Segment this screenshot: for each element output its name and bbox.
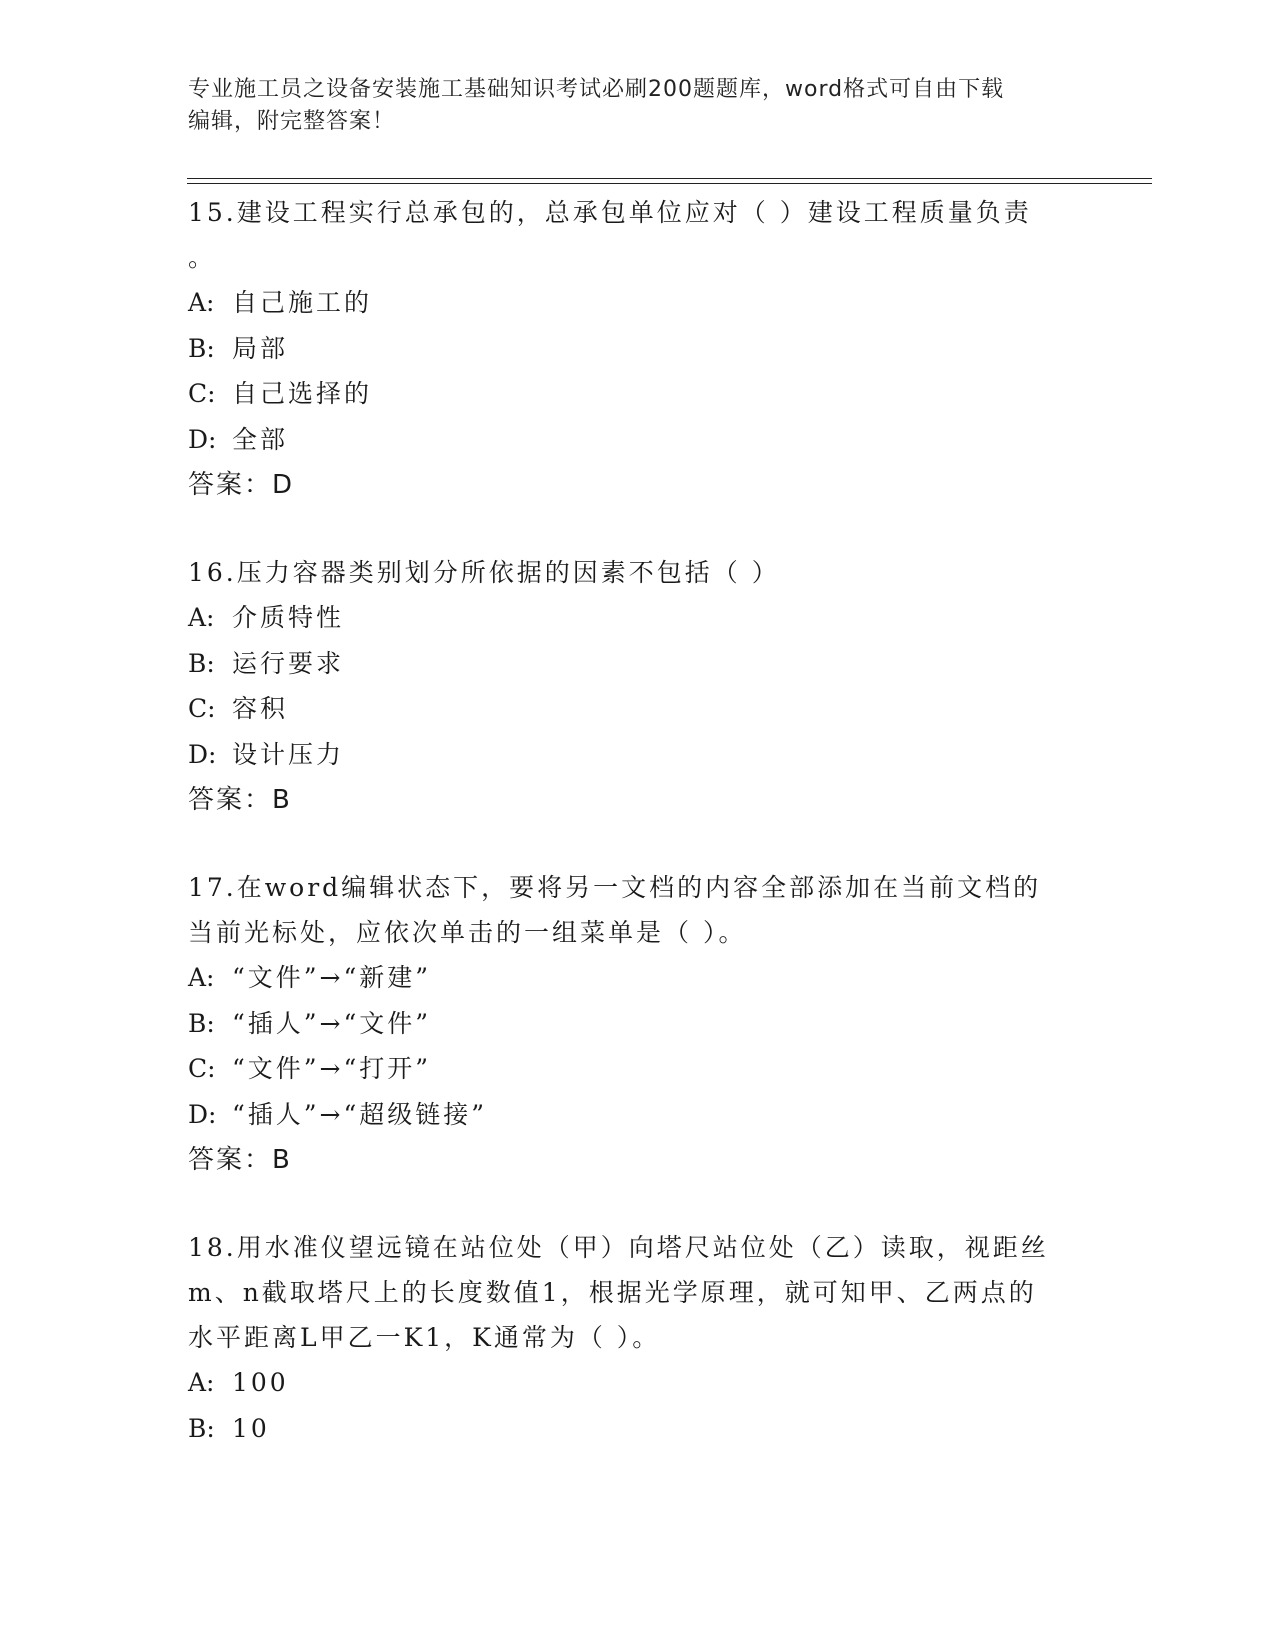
option-text: 10 [232, 1413, 270, 1443]
answer-line: 答案：D [188, 470, 295, 500]
option-c [188, 686, 1088, 732]
option-d [188, 417, 1088, 463]
option-text: 全部 [232, 424, 289, 454]
document-header [188, 74, 1068, 138]
option-text: “文件”→“新建” [232, 963, 432, 992]
question-stem-line: m、n截取塔尺上的长度数值1，根据光学原理，就可知甲、乙两点的 [188, 1278, 1037, 1307]
header-title-line-1: 专业施工员之设备安装施工基础知识考试必刷200题题库，word格式可自由下载 [188, 77, 1005, 102]
option-key: A: [188, 603, 215, 632]
question-stem-line: 当前光标处，应依次单击的一组菜单是（ ）。 [188, 918, 747, 947]
option-key: D: [188, 1099, 217, 1129]
option-key: C: [188, 379, 216, 408]
option-key: B: [188, 333, 215, 363]
option-text: “文件”→“打开” [232, 1054, 432, 1083]
answer-line: 答案：B [188, 785, 292, 815]
option-key: C: [188, 694, 216, 723]
option-text: 100 [232, 1368, 289, 1397]
option-b [188, 1406, 1088, 1452]
question-16 [188, 550, 1088, 823]
option-key: D: [188, 739, 217, 769]
option-key: A: [188, 288, 215, 317]
option-key: B: [188, 1413, 215, 1443]
question-stem-line: 17.在word编辑状态下，要将另一文档的内容全部添加在当前文档的 [188, 873, 1042, 902]
option-text: “插人”→“超级链接” [232, 1099, 488, 1129]
option-key: A: [188, 1368, 215, 1397]
option-key: C: [188, 1054, 216, 1083]
option-a [188, 280, 1088, 326]
header-divider-bottom [187, 183, 1152, 184]
option-key: D: [188, 424, 217, 454]
option-key: A: [188, 963, 215, 992]
option-text: 局部 [232, 333, 289, 363]
question-18 [188, 1225, 1088, 1451]
question-stem-line: 。 [188, 243, 217, 272]
header-title-line-2: 编辑，附完整答案！ [188, 109, 396, 134]
option-text: 容积 [232, 694, 289, 723]
option-text: 自己施工的 [232, 288, 373, 317]
option-a [188, 955, 1088, 1001]
option-a [188, 1360, 1088, 1406]
option-key: B: [188, 1008, 215, 1038]
option-c [188, 1046, 1088, 1092]
option-c [188, 371, 1088, 417]
header-divider-top [187, 178, 1152, 179]
option-text: 自己选择的 [232, 379, 373, 408]
question-stem-line: 15.建设工程实行总承包的，总承包单位应对（ ）建设工程质量负责 [188, 198, 1032, 227]
question-15 [188, 190, 1088, 508]
question-stem-line: 水平距离L甲乙一K1，K通常为（ ）。 [188, 1323, 661, 1352]
answer-line: 答案：B [188, 1145, 292, 1175]
question-17 [188, 865, 1088, 1183]
option-key: B: [188, 648, 215, 678]
option-text: 介质特性 [232, 603, 345, 632]
option-a [188, 595, 1088, 641]
option-b [188, 641, 1088, 687]
option-text: 运行要求 [232, 648, 345, 678]
option-text: “插人”→“文件” [232, 1008, 432, 1038]
option-d [188, 732, 1088, 778]
option-b [188, 326, 1088, 372]
question-list [188, 190, 1088, 1451]
option-b [188, 1001, 1088, 1047]
question-stem-line: 18.用水准仪望远镜在站位处（甲）向塔尺站位处（乙）读取，视距丝 [188, 1233, 1049, 1262]
question-stem-line: 16.压力容器类别划分所依据的因素不包括（ ） [188, 558, 780, 587]
option-d [188, 1092, 1088, 1138]
option-text: 设计压力 [232, 739, 345, 769]
